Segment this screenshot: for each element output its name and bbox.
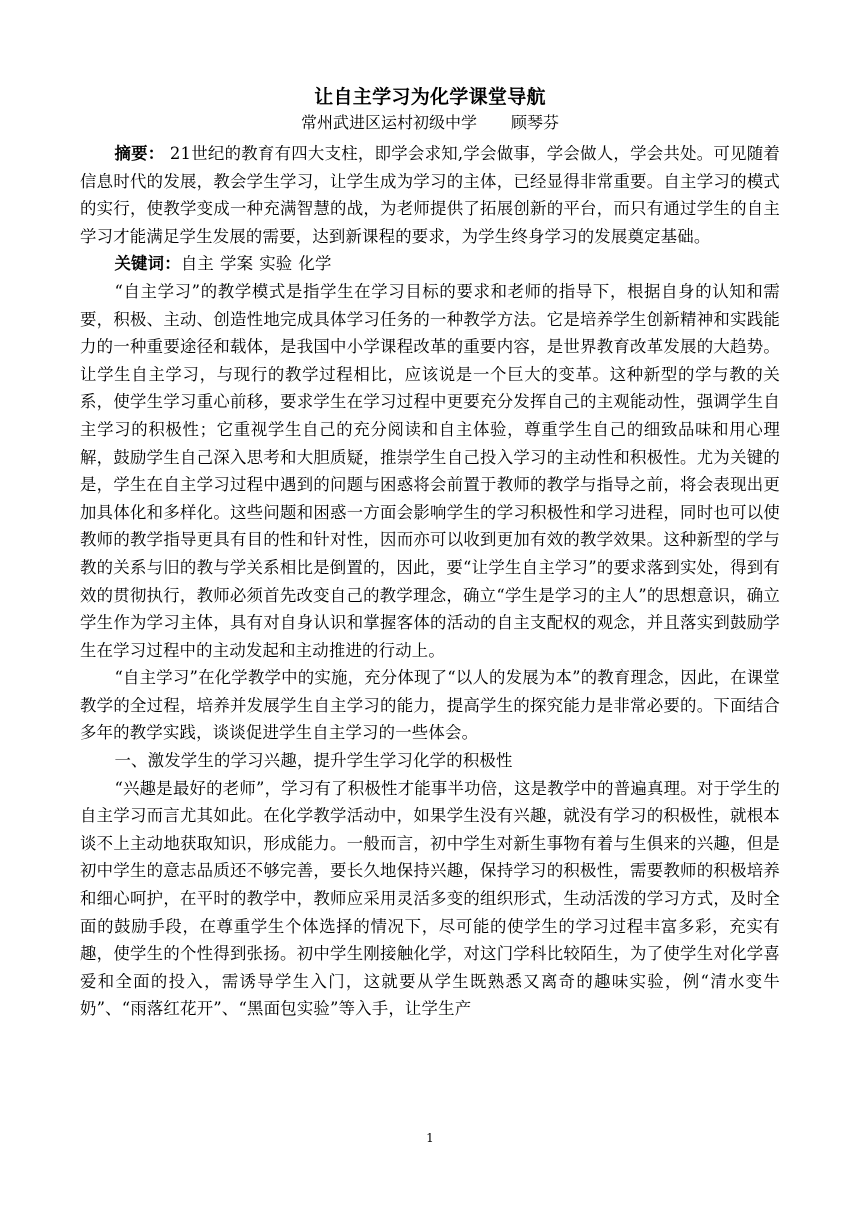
section-paragraph: “兴趣是最好的老师”，学习有了积极性才能事半功倍，这是教学中的普遍真理。对于学生的自主学习而言尤其如此。在化学教学活动中，如果学生没有兴趣，就没有学习的积极性，就根本谈不上主动地获取知识，形成能力。一般而言，初中学生对新生事物有着与生俱来的兴趣，但是初中学生的意志品质还不够完善，要长久地保持兴趣，保持学习的积极性，需要教师的积极培养和细心呵护，在平时的教学中，教师应采用灵活多变的组织形式，生动活泼的学习方式，及时全面的鼓励手段，在尊重学生个体选择的情况下，尽可能的使学生的学习过程丰富多彩，充实有趣，使学生的个性得到张扬。初中学生刚接触化学，对这门学科比较陌生，为了使学生对化学喜爱和全面的投入，需诱导学生入门，这就要从学生既熟悉又离奇的趣味实验，例“清水变牛奶”、“雨落红花开”、“黑面包实验”等入手，让学生产	[80, 778, 780, 1019]
document-body	[80, 140, 780, 1023]
page-number: 1	[426, 1131, 434, 1145]
author-line	[0, 112, 860, 134]
author-school: 常州武进区运村初级中学	[300, 113, 477, 132]
body-paragraph: “自主学习”在化学教学中的实施，充分体现了“以人的发展为本”的教育理念，因此，在课堂教学的全过程，培养并发展学生自主学习的能力，提高学生的探究能力是非常必要的。下面结合多年的教学实践，谈谈促进学生自主学习的一些体会。	[80, 668, 780, 743]
abstract-paragraph	[80, 140, 780, 250]
document-title: 让自主学习为化学课堂导航	[314, 86, 546, 108]
keyword-item: 实验	[259, 254, 293, 274]
keyword-item: 化学	[298, 254, 332, 274]
abstract-text: 21世纪的教育有四大支柱，即学会求知,学会做事，学会做人，学会共处。可见随着信息时代的发展，教会学生学习，让学生成为学习的主体，已经显得非常重要。自主学习的模式的实行，使教学变成一种充满智慧的战，为老师提供了拓展创新的平台，而只有通过学生的自主学习才能满足学生发展的需要，达到新课程的要求，为学生终身学习的发展奠定基础。	[80, 144, 780, 246]
section-heading: 一、激发学生的学习兴趣，提升学生学习化学的积极性	[114, 751, 513, 771]
keywords-paragraph	[80, 250, 780, 278]
author-name: 顾琴芬	[511, 113, 560, 132]
keyword-item: 学案	[220, 254, 254, 274]
keywords-label: 关键词：	[114, 254, 181, 274]
abstract-label: 摘要：	[114, 144, 165, 163]
body-paragraph: “自主学习”的教学模式是指学生在学习目标的要求和老师的指导下，根据自身的认知和需要，积极、主动、创造性地完成具体学习任务的一种教学方法。它是培养学生创新精神和实践能力的一种重要途径和载体，是我国中小学课程改革的重要内容，是世界教育改革发展的大趋势。让学生自主学习，与现行的教学过程相比，应该说是一个巨大的变革。这种新型的学与教的关系，使学生学习重心前移，要求学生在学习过程中更要充分发挥自己的主观能动性，强调学生自主学习的积极性；它重视学生自己的充分阅读和自主体验，尊重学生自己的细致品味和用心理解，鼓励学生自己深入思考和大胆质疑，推崇学生自己投入学习的主动性和积极性。尤为关键的是，学生在自主学习过程中遇到的问题与困惑将会前置于教师的教学与指导之前，将会表现出更加具体化和多样化。这些问题和困惑一方面会影响学生的学习积极性和学习进程，同时也可以使教师的教学指导更具有目的性和针对性，因而亦可以收到更加有效的教学效果。这种新型的学与教的关系与旧的教与学关系相比是倒置的，因此，要“让学生自主学习”的要求落到实处，得到有效的贯彻执行，教师必须首先改变自己的教学理念，确立“学生是学习的主人”的思想意识，确立学生作为学习主体，具有对自身认识和掌握客体的活动的自主支配权的观念，并且落实到鼓励学生在学习过程中的主动发起和主动推进的行动上。	[80, 281, 780, 660]
keyword-item: 自主	[180, 254, 214, 274]
